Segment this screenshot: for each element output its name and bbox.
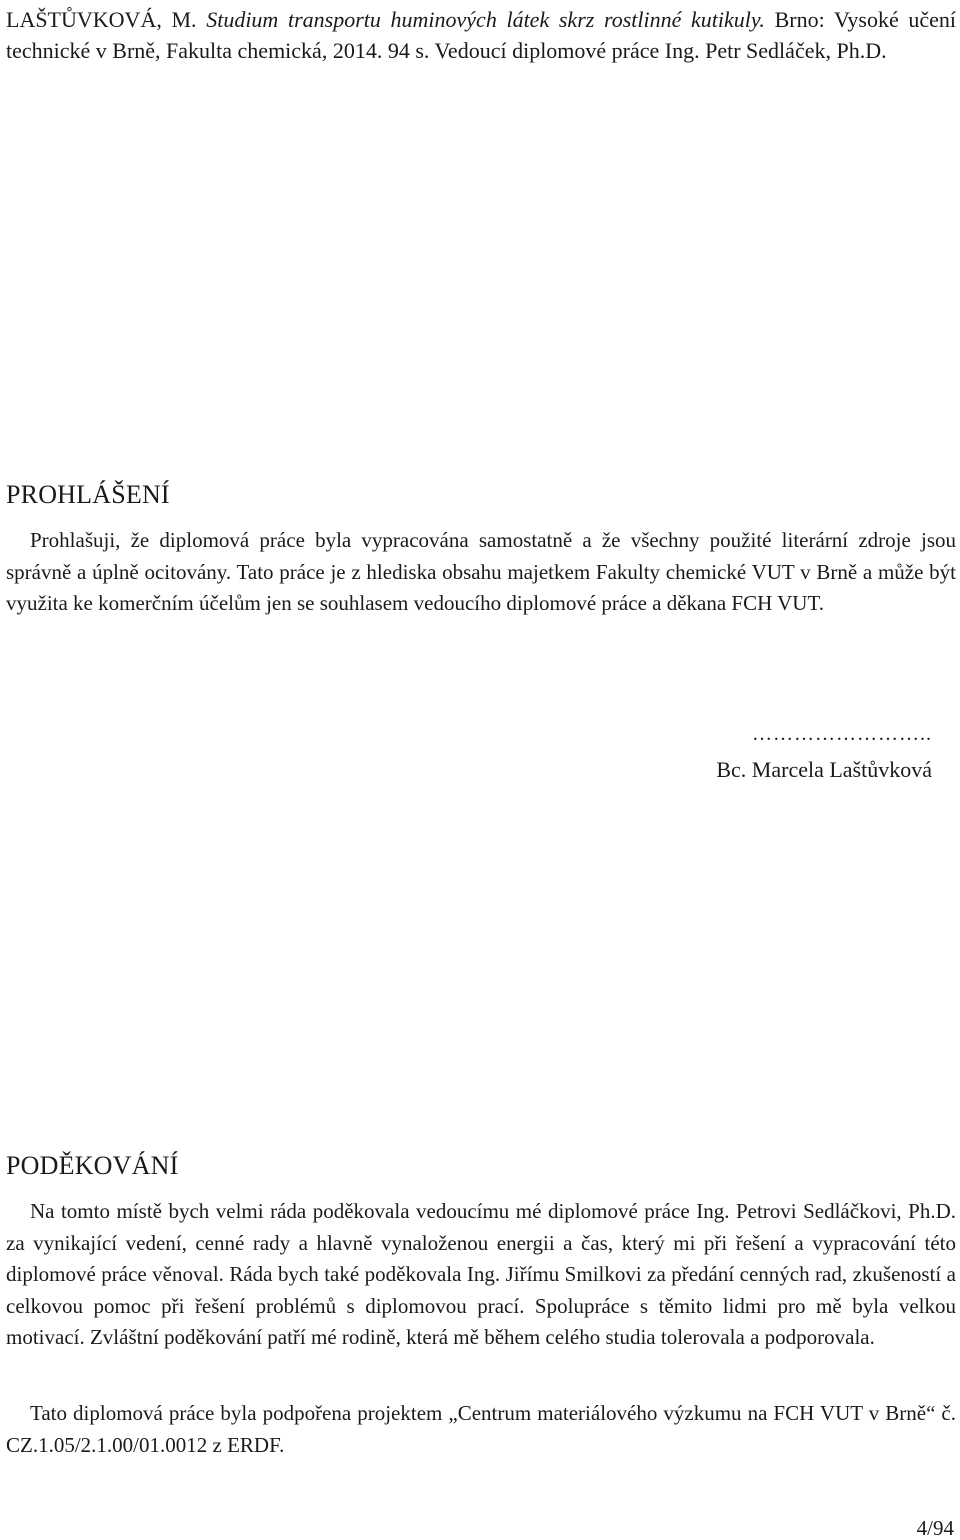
signature-name: Bc. Marcela Laštůvková xyxy=(716,757,932,782)
citation-details: Brno: Vysoké učení technické v Brně, Fakulta chemická, 2014. 94 s. Vedoucí diplomové práce Ing. Petr Sedláček, Ph.D. xyxy=(6,7,957,63)
declaration-heading: PROHLÁŠENÍ xyxy=(6,480,170,509)
acknowledgement-text: Na tomto místě bych velmi ráda poděkovala vedoucímu mé diplomové práce Ing. Petrovi Sedláčkovi, Ph.D. za vynikající vedení, cenné rady a hlavně vynaloženou energii a čas, který mi při řešení a vypracování této diplomové práce věnoval. Ráda bych také poděkovala Ing. Jiřímu Smilkovi za předání cenných rad, zkušeností a celkovou pomoc při řešení problémů s diplomovou prací. Spolupráce s těmito lidmi pro mě byla velkou motivací. Zvláštní poděkování patří mé rodině, která mě během celého studia tolerovala a podporovala. xyxy=(6,1199,956,1349)
signature-line: …………………….. xyxy=(752,723,932,745)
project-paragraph xyxy=(6,1398,956,1461)
acknowledgement-heading: PODĚKOVÁNÍ xyxy=(6,1151,179,1180)
declaration-paragraph xyxy=(6,525,956,620)
bibliographic-citation xyxy=(6,4,956,66)
page-number: 4/94 xyxy=(916,1516,954,1540)
acknowledgement-paragraph xyxy=(6,1196,956,1354)
citation-authors: LAŠTŮVKOVÁ, M. xyxy=(6,7,197,32)
citation-title: Studium transportu huminových látek skrz rostlinné kutikuly. xyxy=(206,7,765,32)
project-text: Tato diplomová práce byla podpořena projektem „Centrum materiálového výzkumu na FCH VUT v Brně“ č. CZ.1.05/2.1.00/01.0012 z ERDF. xyxy=(6,1401,956,1457)
declaration-text: Prohlašuji, že diplomová práce byla vypracována samostatně a že všechny použité literární zdroje jsou správně a úplně ocitovány. Tato práce je z hlediska obsahu majetkem Fakulty chemické VUT v Brně a může být využita ke komerčním účelům jen se souhlasem vedoucího diplomové práce a děkana FCH VUT. xyxy=(6,528,956,615)
